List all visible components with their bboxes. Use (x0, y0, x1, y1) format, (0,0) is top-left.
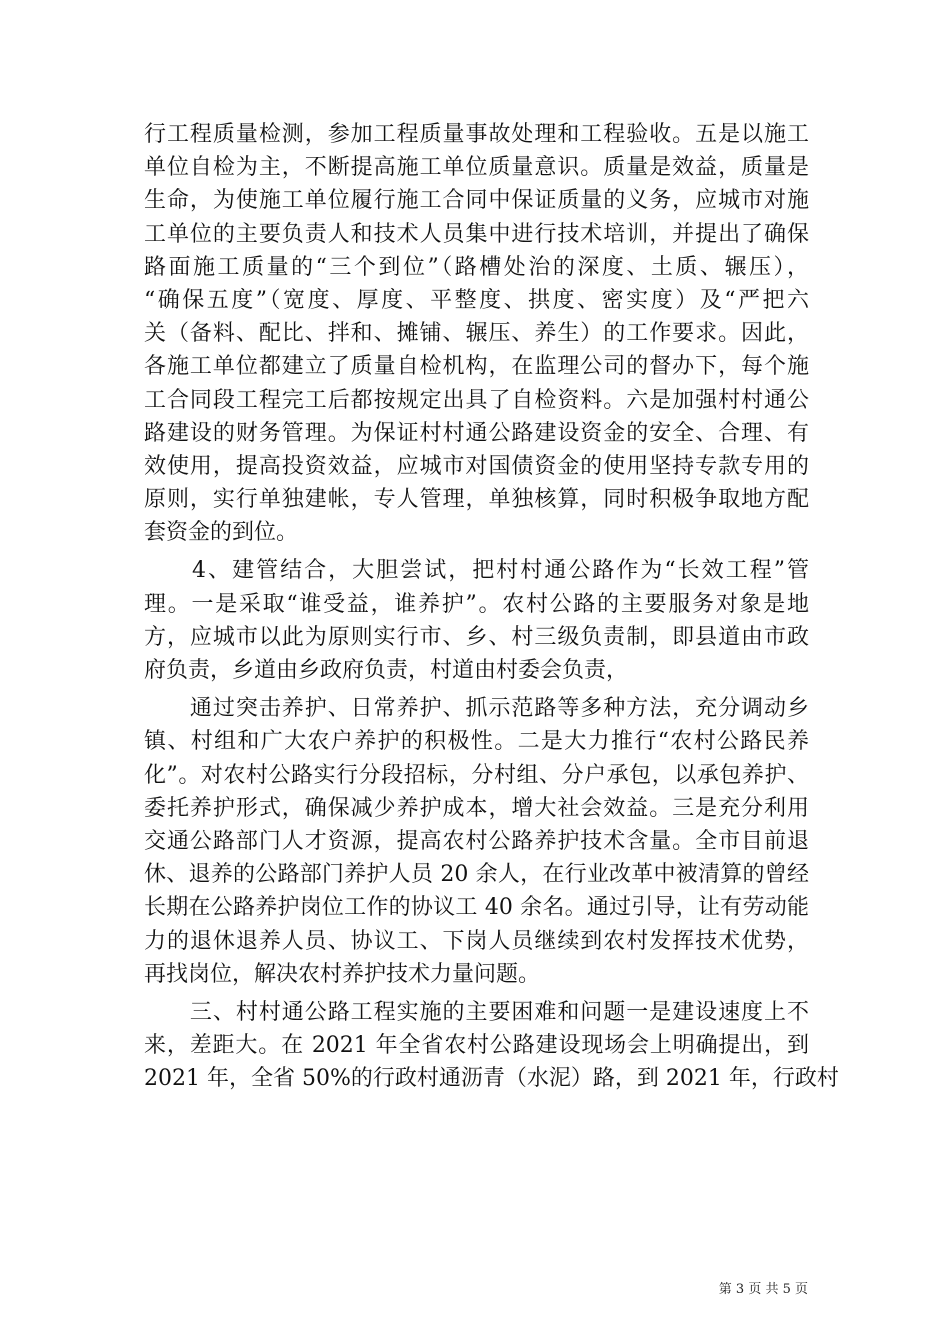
text-line: 工合同段工程完工后都按规定出具了自检资料。六是加强村村通公 (144, 387, 809, 413)
text-line: 化”。对农村公路实行分段招标，分村组、分户承包，以承包养护、 (144, 762, 809, 788)
text-line: 关（备料、配比、拌和、摊铺、辗压、养生）的工作要求。因此， (144, 321, 809, 347)
text-line: 休、退养的公路部门养护人员 20 余人，在行业改革中被清算的曾经 (144, 862, 809, 888)
paragraph-3 (144, 692, 809, 991)
text-line: 方，应城市以此为原则实行市、乡、村三级负责制，即县道由市政 (144, 624, 809, 650)
text-line: 4、建管结合，大胆尝试，把村村通公路作为“长效工程”管 (144, 558, 809, 584)
text-line: 镇、村组和广大农户养护的积极性。二是大力推行“农村公路民养 (144, 729, 809, 755)
text-line: 效使用，提高投资效益，应城市对国债资金的使用坚持专款专用的 (144, 453, 809, 479)
text-line: 单位自检为主，不断提高施工单位质量意识。质量是效益，质量是 (144, 155, 809, 181)
text-line: 力的退休退养人员、协议工、下岗人员继续到农村发挥技术优势， (144, 928, 809, 954)
text-line: 府负责，乡道由乡政府负责，村道由村委会负责， (144, 658, 629, 683)
text-line: 行工程质量检测，参加工程质量事故处理和工程验收。五是以施工 (144, 122, 809, 147)
text-line: 长期在公路养护岗位工作的协议工 40 余名。通过引导，让有劳动能 (144, 895, 809, 921)
paragraph-4 (144, 996, 839, 1096)
paragraph-2 (144, 554, 809, 687)
text-line: 路面施工质量的“三个到位”（路槽处治的深度、土质、辗压）， (144, 254, 809, 280)
paragraph-1 (144, 118, 809, 549)
text-line: 通过突击养护、日常养护、抓示范路等多种方法，充分调动乡 (144, 696, 809, 722)
text-line: 委托养护形式，确保减少养护成本，增大社会效益。三是充分利用 (144, 795, 809, 821)
text-line: 2021 年，全省 50%的行政村通沥青（水泥）路，到 2021 年，行政村 (144, 1066, 839, 1092)
text-line: 原则，实行单独建帐，专人管理，单独核算，同时积极争取地方配 (144, 487, 809, 513)
text-line: 再找岗位，解决农村养护技术力量问题。 (144, 961, 541, 987)
text-line: 工单位的主要负责人和技术人员集中进行技术培训，并提出了确保 (144, 221, 809, 247)
text-line: 路建设的财务管理。为保证村村通公路建设资金的安全、合理、有 (144, 420, 809, 446)
page-number: 第 3 页 共 5 页 (718, 1282, 808, 1297)
document-body (144, 118, 839, 1095)
text-line: 来，差距大。在 2021 年全省农村公路建设现场会上明确提出，到 (144, 1033, 809, 1059)
text-line: “确保五度”（宽度、厚度、平整度、拱度、密实度）及“严把六 (144, 287, 809, 313)
text-line: 交通公路部门人才资源，提高农村公路养护技术含量。全市目前退 (144, 828, 809, 854)
text-line: 各施工单位都建立了质量自检机构，在监理公司的督办下，每个施 (144, 354, 809, 380)
text-line: 三、村村通公路工程实施的主要困难和问题一是建设速度上不 (144, 999, 809, 1025)
text-line: 理。一是采取“谁受益，谁养护”。农村公路的主要服务对象是地 (144, 591, 809, 617)
text-line: 生命，为使施工单位履行施工合同中保证质量的义务，应城市对施 (144, 188, 809, 214)
text-line: 套资金的到位。 (144, 520, 299, 546)
